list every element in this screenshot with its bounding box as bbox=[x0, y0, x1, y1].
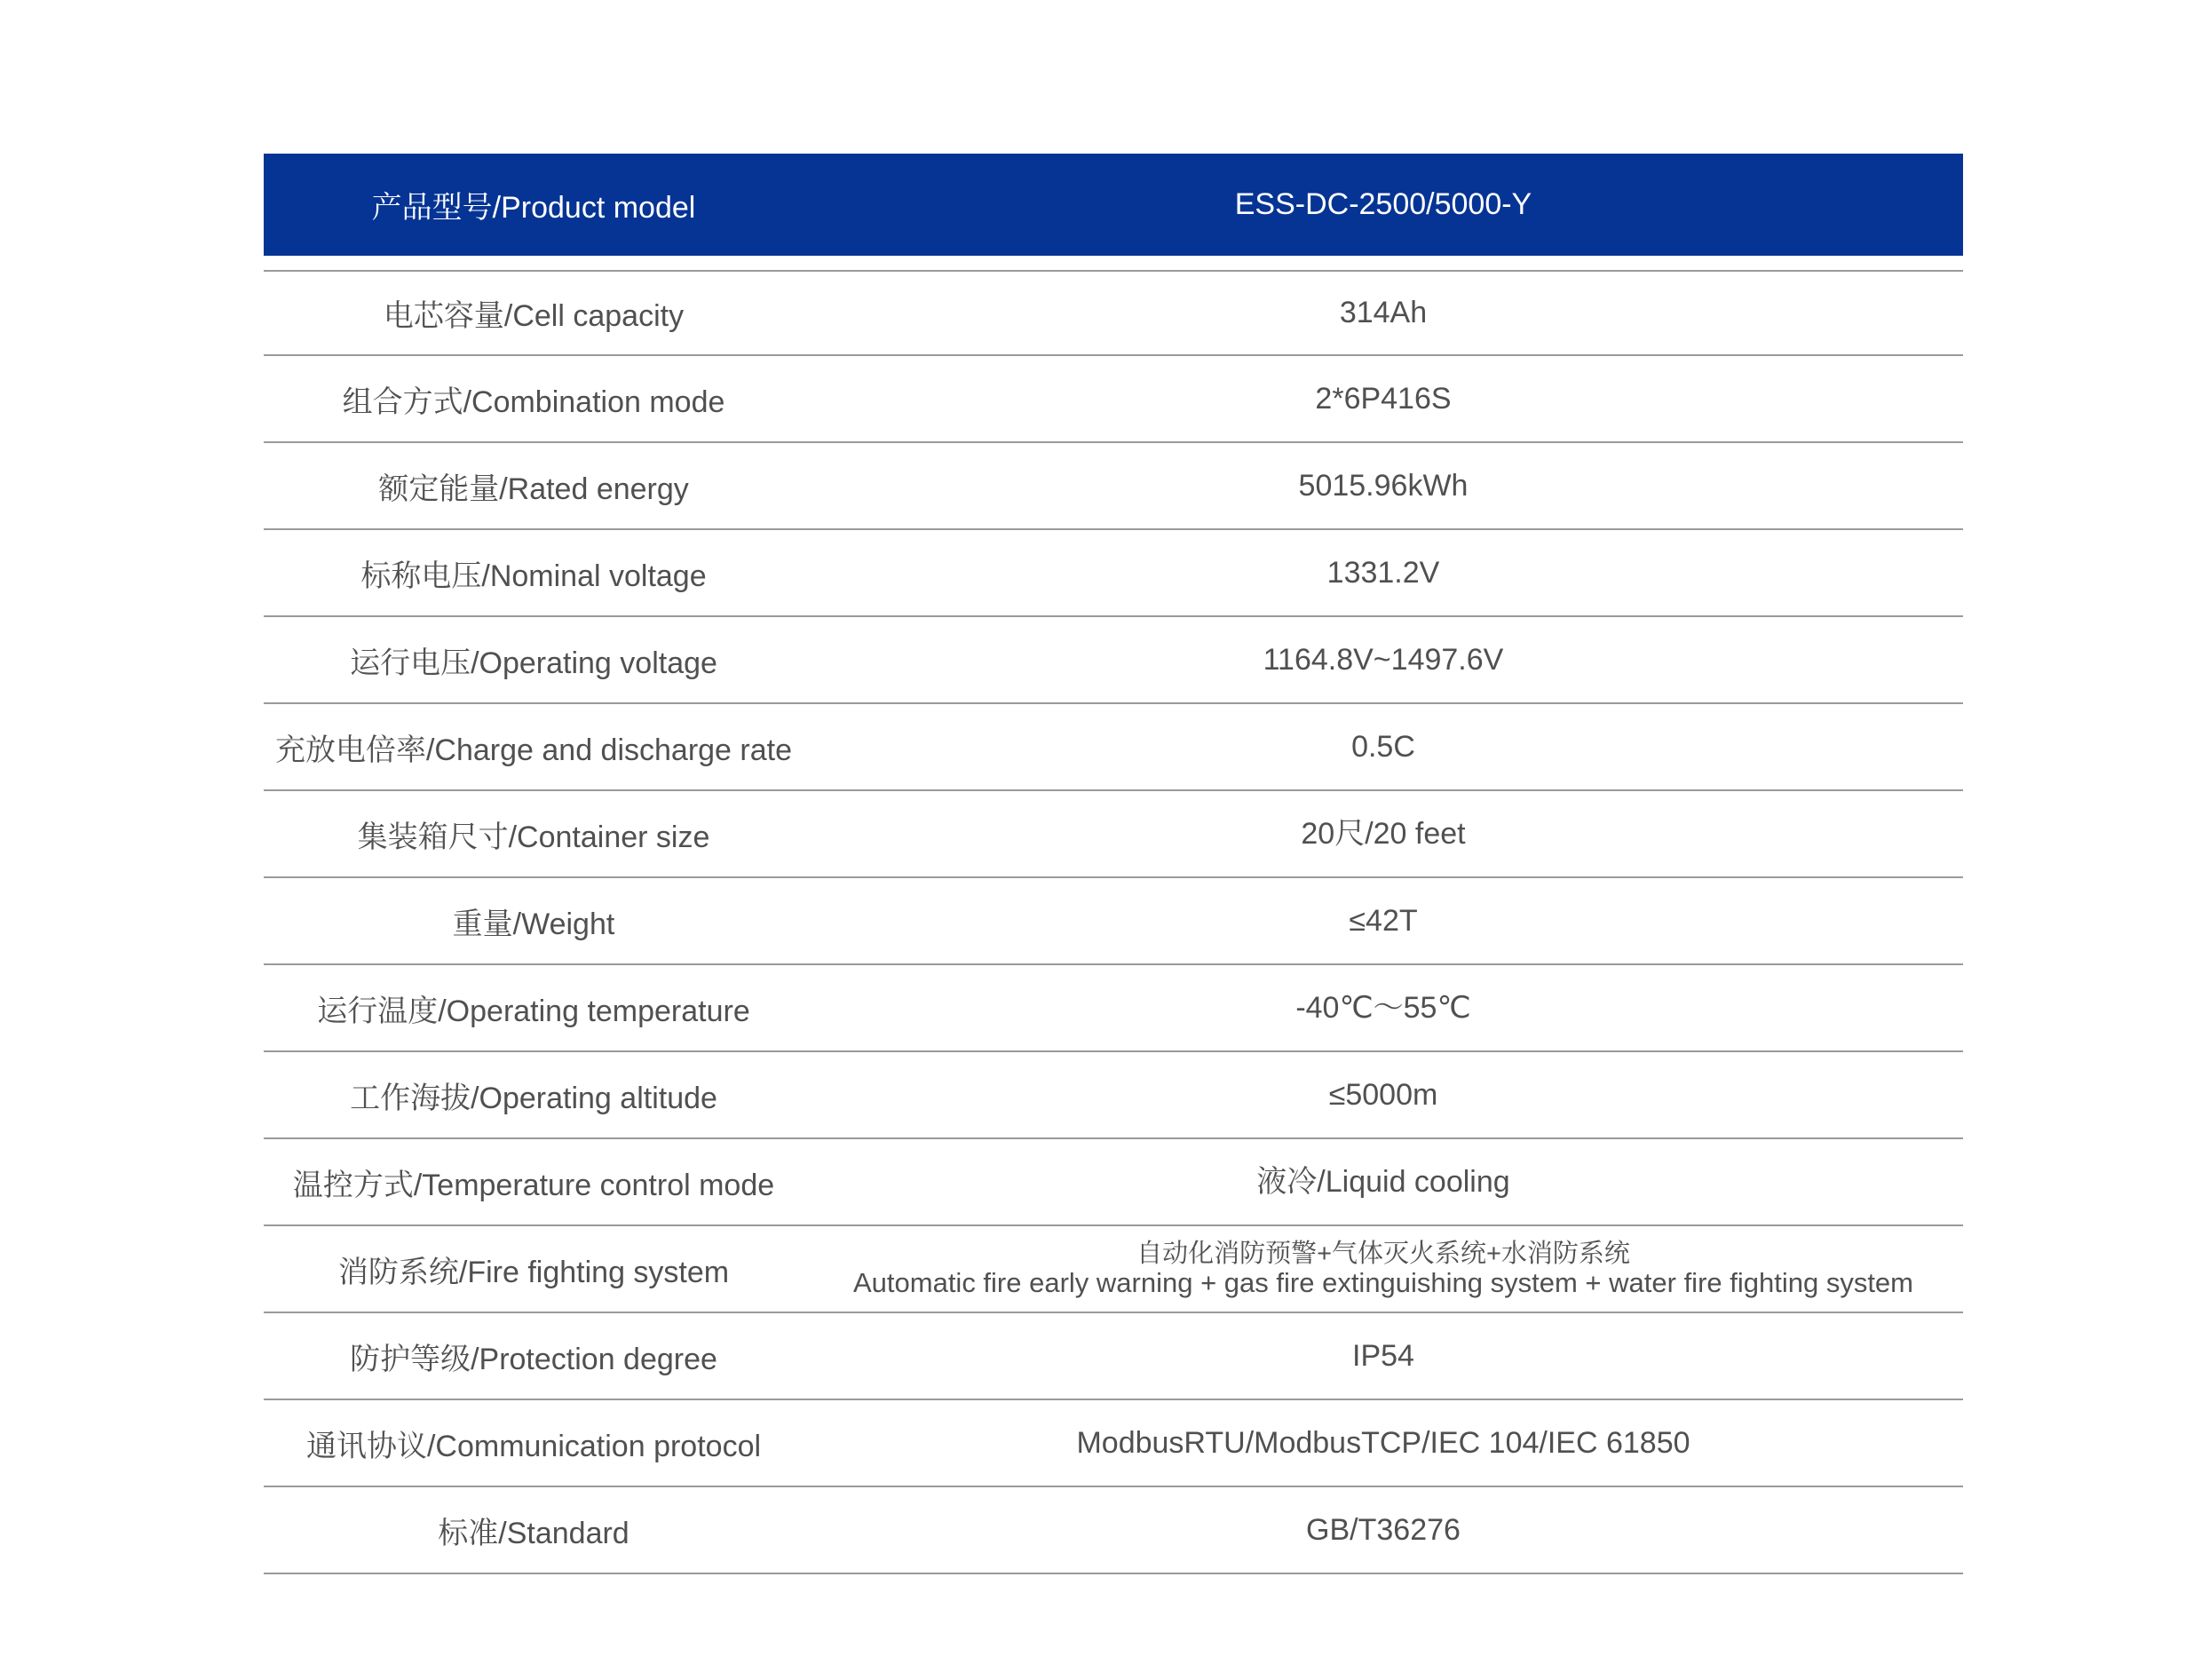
row-value-cn: 自动化消防预警+气体灭火系统+水消防系统 bbox=[1136, 1239, 1630, 1268]
row-label: 标称电压/Nominal voltage bbox=[360, 559, 707, 593]
row-value: GB/T36276 bbox=[1306, 1512, 1461, 1547]
row-value: 2*6P416S bbox=[1315, 381, 1452, 416]
table-row bbox=[264, 1052, 1963, 1139]
table-row bbox=[264, 1226, 1963, 1313]
table-row bbox=[264, 272, 1963, 356]
row-label: 工作海拔/Operating altitude bbox=[350, 1081, 717, 1115]
table-row bbox=[264, 443, 1963, 530]
table-row bbox=[264, 965, 1963, 1052]
header-label: 产品型号/Product model bbox=[371, 191, 696, 225]
row-value: 0.5C bbox=[1351, 729, 1415, 764]
table-row bbox=[264, 878, 1963, 965]
table-row bbox=[264, 1400, 1963, 1487]
row-value: ≤5000m bbox=[1328, 1077, 1438, 1112]
table-row bbox=[264, 791, 1963, 878]
row-label: 通讯协议/Communication protocol bbox=[305, 1429, 762, 1463]
row-value: -40℃～55℃ bbox=[1295, 990, 1471, 1025]
row-label: 额定能量/Rated energy bbox=[378, 472, 689, 506]
row-label: 消防系统/Fire fighting system bbox=[337, 1255, 730, 1289]
row-label: 运行电压/Operating voltage bbox=[350, 646, 717, 680]
table-row bbox=[264, 1313, 1963, 1400]
row-label: 电芯容量/Cell capacity bbox=[383, 299, 685, 333]
header-divider bbox=[264, 256, 1963, 272]
table-header bbox=[264, 154, 1963, 256]
header-value: ESS-DC-2500/5000-Y bbox=[1234, 187, 1532, 222]
row-value: 5015.96kWh bbox=[1298, 468, 1469, 503]
row-label: 组合方式/Combination mode bbox=[342, 384, 725, 419]
row-value: 1164.8V~1497.6V bbox=[1263, 642, 1504, 677]
row-label: 集装箱尺寸/Container size bbox=[357, 820, 710, 854]
table-row bbox=[264, 704, 1963, 791]
table-row bbox=[264, 1487, 1963, 1574]
row-value: IP54 bbox=[1352, 1338, 1414, 1373]
row-value: 液冷/Liquid cooling bbox=[1256, 1164, 1510, 1199]
spec-table bbox=[264, 154, 1963, 1574]
row-label: 重量/Weight bbox=[452, 907, 615, 941]
row-value bbox=[804, 1240, 1963, 1298]
row-value: ≤42T bbox=[1349, 903, 1418, 938]
row-label: 防护等级/Protection degree bbox=[350, 1342, 717, 1376]
row-value: 20尺/20 feet bbox=[1301, 816, 1466, 851]
table-row bbox=[264, 617, 1963, 704]
row-value: 314Ah bbox=[1339, 296, 1428, 330]
row-label: 运行温度/Operating temperature bbox=[317, 994, 750, 1028]
table-row bbox=[264, 530, 1963, 617]
row-value: ModbusRTU/ModbusTCP/IEC 104/IEC 61850 bbox=[1076, 1425, 1690, 1460]
row-label: 标准/Standard bbox=[438, 1516, 629, 1550]
row-label: 充放电倍率/Charge and discharge rate bbox=[274, 733, 793, 767]
row-value: 1331.2V bbox=[1326, 555, 1440, 590]
table-row bbox=[264, 1139, 1963, 1226]
table-row bbox=[264, 356, 1963, 443]
row-value-en: Automatic fire early warning + gas fire extinguishing system + water fire fighting system bbox=[852, 1266, 1913, 1298]
row-label: 温控方式/Temperature control mode bbox=[292, 1168, 775, 1202]
